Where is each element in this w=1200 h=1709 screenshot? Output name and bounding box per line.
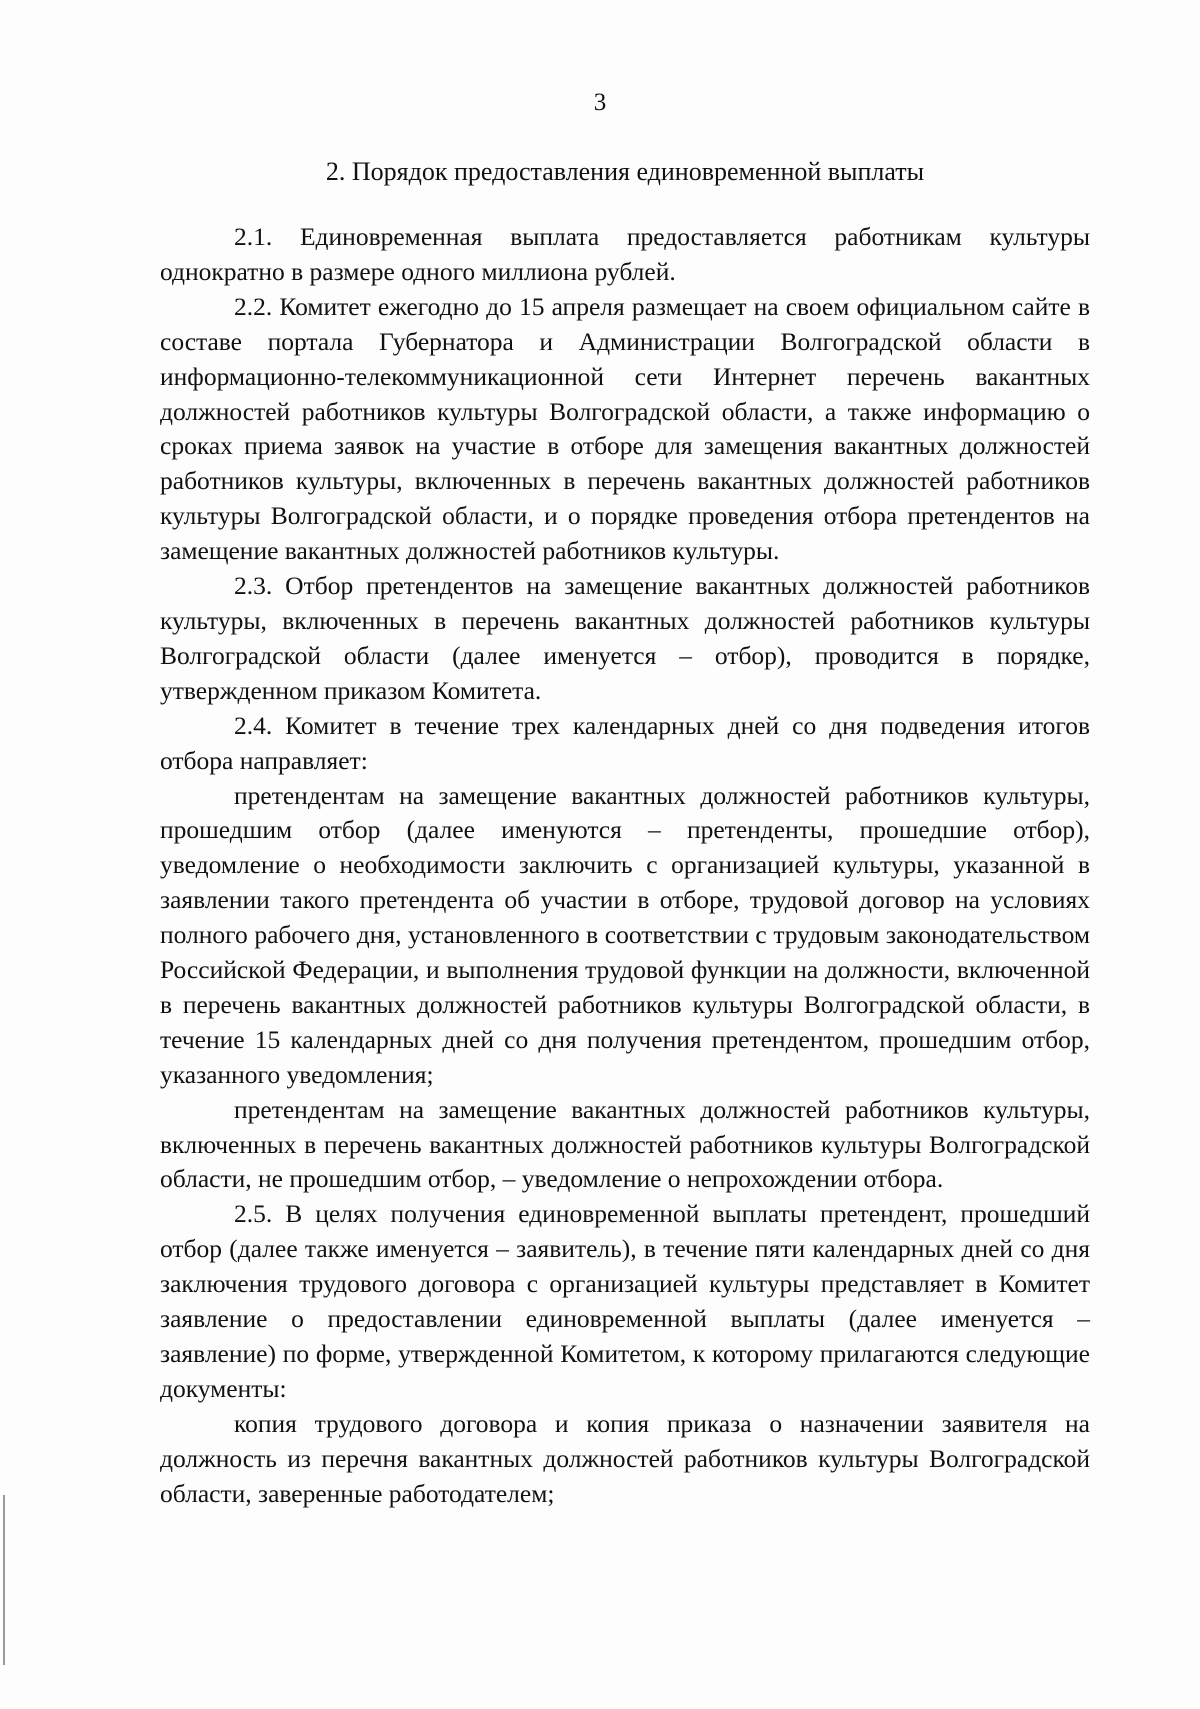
- section-heading: 2. Порядок предоставления единовременной выплаты: [325, 157, 925, 186]
- document-body: [160, 220, 1090, 1512]
- paragraph-2-4: 2.4. Комитет в течение трех календарных дней со дня подведения итогов отбора направляет:: [160, 710, 1090, 775]
- scan-edge-mark: [3, 1495, 5, 1665]
- paragraph-2-2: 2.2. Комитет ежегодно до 15 апреля размещает на своем официальном сайте в составе портала Губернатора и Администрации Волгоградской области в информационно-телекоммуникационной сети Интернет перечень вакантных должностей работников культуры Волгоградской области, а также информацию о сроках приема заявок на участие в отборе для замещения вакантных должностей работников культуры, включенных в перечень вакантных должностей работников культуры Волгоградской области, и о порядке проведения отбора претендентов на замещение вакантных должностей работников культуры.: [160, 291, 1090, 566]
- paragraph-2-4-notice-failed: претендентам на замещение вакантных должностей работников культуры, включенных в перечень вакантных должностей работников культуры Волгоградской области, не прошедшим отбор, – уведомление о непрохождении отбора.: [160, 1094, 1090, 1194]
- paragraph-2-4-notice-passed: претендентам на замещение вакантных должностей работников культуры, прошедшим отбор (далее именуются – претенденты, прошедшие отбор), уведомление о необходимости заключить с организацией культуры, указанной в заявлении такого претендента об участии в отборе, трудовой договор на условиях полного рабочего дня, установленного в соответствии с трудовым законодательством Российской Федерации, и выполнения трудовой функции на должности, включенной в перечень вакантных должностей работников культуры Волгоградской области, в течение 15 календарных дней со дня получения претендентом, прошедшим отбор, указанного уведомления;: [160, 780, 1090, 1089]
- paragraph-2-1: 2.1. Единовременная выплата предоставляется работникам культуры однократно в размере одного миллиона рублей.: [160, 222, 1090, 286]
- paragraph-2-5: 2.5. В целях получения единовременной выплаты претендент, прошедший отбор (далее также именуется – заявитель), в течение пяти календарных дней со дня заключения трудового договора с организацией культуры представляет в Комитет заявление о предоставлении единовременной выплаты (далее именуется – заявление) по форме, утвержденной Комитетом, к которому прилагаются следующие документы:: [160, 1199, 1090, 1403]
- paragraph-2-5-documents: копия трудового договора и копия приказа о назначении заявителя на должность из перечня вакантных должностей работников культуры Волгоградской области, заверенные работодателем;: [160, 1408, 1090, 1508]
- paragraph-2-3: 2.3. Отбор претендентов на замещение вакантных должностей работников культуры, включенных в перечень вакантных должностей работников культуры Волгоградской области (далее именуется – отбор), проводится в порядке, утвержденном приказом Комитета.: [160, 571, 1090, 705]
- page-number: 3: [593, 89, 607, 116]
